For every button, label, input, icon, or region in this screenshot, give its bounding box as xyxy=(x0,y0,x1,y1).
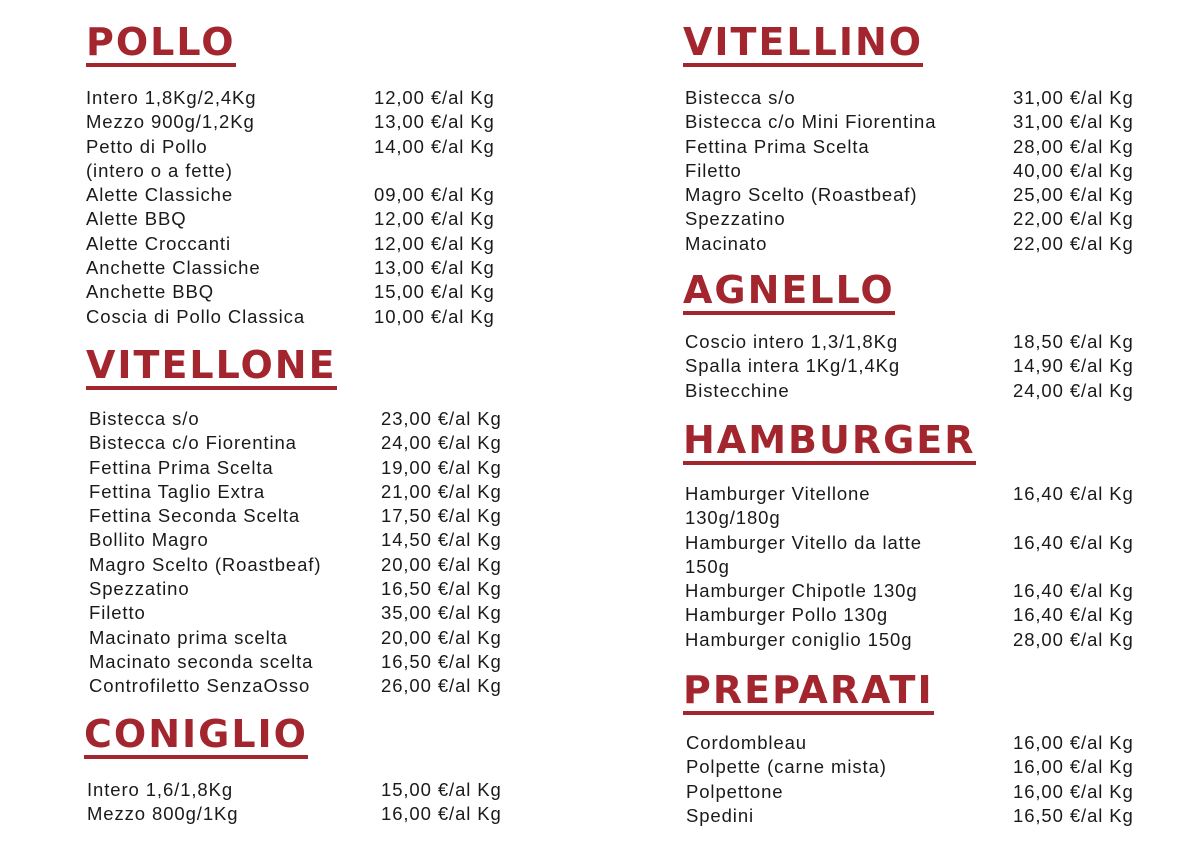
item-price: 10,00 €/al Kg xyxy=(374,305,495,327)
item-price: 20,00 €/al Kg xyxy=(381,626,502,648)
item-name: Mezzo 800g/1Kg xyxy=(87,803,239,825)
item-price: 25,00 €/al Kg xyxy=(1013,184,1134,206)
item-price: 40,00 €/al Kg xyxy=(1013,159,1134,181)
item-name: Mezzo 900g/1,2Kg xyxy=(86,111,255,133)
item-name: Hamburger Vitellone xyxy=(685,483,871,504)
item-name: Bollito Magro xyxy=(89,529,209,551)
item-price: 12,00 €/al Kg xyxy=(374,232,495,254)
item-price: 21,00 €/al Kg xyxy=(381,480,502,502)
item-name-detail: (intero o a fette) xyxy=(86,159,233,181)
item-price: 15,00 €/al Kg xyxy=(381,779,502,800)
item-price: 16,40 €/al Kg xyxy=(1013,580,1134,602)
section-title-vitellone: VITELLONE xyxy=(86,345,337,390)
item-name-detail: 130g/180g xyxy=(685,507,781,529)
item-name: Magro Scelto (Roastbeaf) xyxy=(685,184,918,206)
item-price: 28,00 €/al Kg xyxy=(1013,135,1134,157)
item-price: 16,00 €/al Kg xyxy=(1013,756,1134,778)
item-price: 23,00 €/al Kg xyxy=(381,408,502,429)
item-price: 13,00 €/al Kg xyxy=(374,257,495,279)
item-name: Macinato seconda scelta xyxy=(89,650,314,672)
item-price: 16,40 €/al Kg xyxy=(1013,604,1134,626)
item-name: Controfiletto SenzaOsso xyxy=(89,675,311,697)
item-name: Anchette BBQ xyxy=(86,281,215,303)
item-name: Spezzatino xyxy=(89,578,190,600)
item-price: 35,00 €/al Kg xyxy=(381,602,502,624)
item-name: Spedini xyxy=(686,804,755,826)
item-name: Alette Classiche xyxy=(86,184,234,206)
item-price: 17,50 €/al Kg xyxy=(381,505,502,527)
section-title-agnello: AGNELLO xyxy=(683,270,895,315)
item-name: Alette BBQ xyxy=(86,208,187,230)
section-title-coniglio: CONIGLIO xyxy=(84,714,308,759)
item-name: Spalla intera 1Kg/1,4Kg xyxy=(685,355,901,377)
item-name: Polpette (carne mista) xyxy=(686,756,887,778)
item-price: 19,00 €/al Kg xyxy=(381,456,502,478)
item-name: Fettina Prima Scelta xyxy=(685,135,870,157)
item-name: Coscia di Pollo Classica xyxy=(86,305,306,327)
item-price: 22,00 €/al Kg xyxy=(1013,232,1134,254)
item-price: 13,00 €/al Kg xyxy=(374,111,495,133)
item-price: 31,00 €/al Kg xyxy=(1013,111,1134,133)
section-title-vitellino: VITELLINO xyxy=(683,22,923,67)
item-price: 16,00 €/al Kg xyxy=(381,803,502,825)
item-price: 16,50 €/al Kg xyxy=(381,650,502,672)
item-price: 28,00 €/al Kg xyxy=(1013,628,1134,650)
item-name: Intero 1,6/1,8Kg xyxy=(87,779,234,800)
item-name: Bistecca c/o Fiorentina xyxy=(89,432,297,454)
item-name-detail: 150g xyxy=(685,555,730,577)
item-price: 16,50 €/al Kg xyxy=(1013,804,1134,826)
item-name: Bistecca s/o xyxy=(685,87,796,108)
item-price: 31,00 €/al Kg xyxy=(1013,87,1134,108)
item-name: Hamburger coniglio 150g xyxy=(685,628,913,650)
item-name: Intero 1,8Kg/2,4Kg xyxy=(86,87,257,108)
item-name: Alette Croccanti xyxy=(86,232,231,254)
section-title-preparati: PREPARATI xyxy=(683,670,934,715)
item-price: 14,00 €/al Kg xyxy=(374,135,495,157)
item-price: 14,90 €/al Kg xyxy=(1013,355,1134,377)
item-price: 24,00 €/al Kg xyxy=(1013,379,1134,401)
item-price: 14,50 €/al Kg xyxy=(381,529,502,551)
item-name: Petto di Pollo xyxy=(86,135,208,157)
item-name: Polpettone xyxy=(686,780,784,802)
item-name: Hamburger Pollo 130g xyxy=(685,604,889,626)
item-name: Fettina Taglio Extra xyxy=(89,480,266,502)
item-price: 12,00 €/al Kg xyxy=(374,208,495,230)
item-price: 16,50 €/al Kg xyxy=(381,578,502,600)
item-price: 16,00 €/al Kg xyxy=(1013,780,1134,802)
item-name: Macinato xyxy=(685,232,768,254)
item-name: Filetto xyxy=(89,602,146,624)
item-name: Hamburger Vitello da latte xyxy=(685,531,922,553)
item-name: Magro Scelto (Roastbeaf) xyxy=(89,553,322,575)
item-price: 22,00 €/al Kg xyxy=(1013,208,1134,230)
item-price: 12,00 €/al Kg xyxy=(374,87,495,108)
item-price: 16,40 €/al Kg xyxy=(1013,483,1134,504)
item-name: Cordombleau xyxy=(686,732,807,753)
item-name: Macinato prima scelta xyxy=(89,626,288,648)
item-price: 20,00 €/al Kg xyxy=(381,553,502,575)
item-name: Fettina Prima Scelta xyxy=(89,456,274,478)
item-name: Bistecca s/o xyxy=(89,408,200,429)
section-title-hamburger: HAMBURGER xyxy=(683,420,976,465)
item-price: 09,00 €/al Kg xyxy=(374,184,495,206)
item-price: 15,00 €/al Kg xyxy=(374,281,495,303)
section-title-pollo: POLLO xyxy=(86,22,236,67)
item-name: Anchette Classiche xyxy=(86,257,261,279)
item-name: Bistecca c/o Mini Fiorentina xyxy=(685,111,937,133)
item-price: 24,00 €/al Kg xyxy=(381,432,502,454)
item-name: Bistecchine xyxy=(685,379,790,401)
item-name: Filetto xyxy=(685,159,742,181)
item-name: Hamburger Chipotle 130g xyxy=(685,580,918,602)
item-name: Spezzatino xyxy=(685,208,786,230)
item-price: 16,40 €/al Kg xyxy=(1013,531,1134,553)
item-price: 26,00 €/al Kg xyxy=(381,675,502,697)
item-name: Fettina Seconda Scelta xyxy=(89,505,301,527)
item-name: Coscio intero 1,3/1,8Kg xyxy=(685,331,899,352)
item-price: 18,50 €/al Kg xyxy=(1013,331,1134,352)
item-price: 16,00 €/al Kg xyxy=(1013,732,1134,753)
